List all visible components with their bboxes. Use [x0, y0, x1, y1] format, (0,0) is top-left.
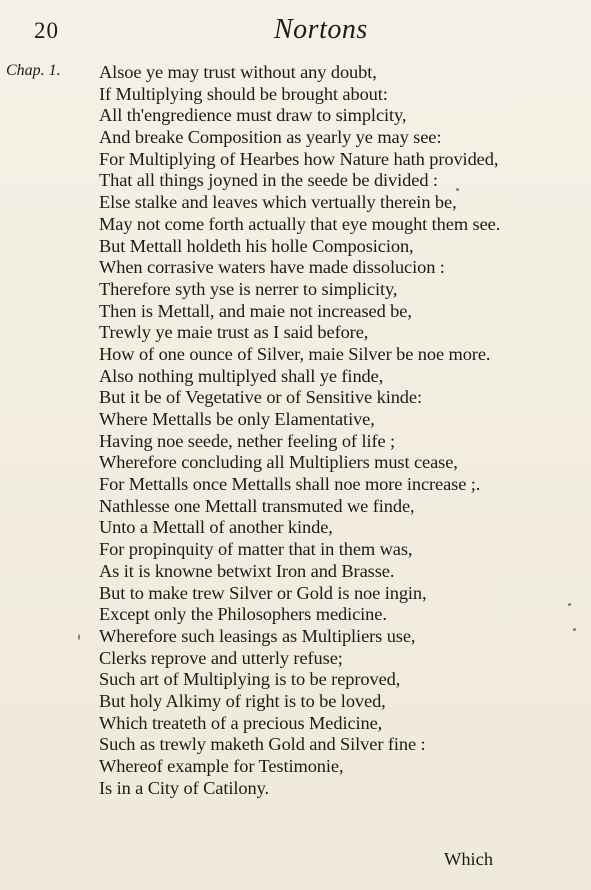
verse-line-7: Else stalke and leaves which vertually therein be, — [99, 192, 457, 213]
verse-line-11: Therefore syth yse is nerrer to simplicity, — [99, 278, 398, 299]
page-number: 20 — [34, 18, 59, 43]
verse-line-23: For propinquity of matter that in them was, — [99, 539, 413, 560]
verse-line-5: For Multiplying of Hearbes how Nature hath provided, — [99, 148, 499, 169]
verse-line-34: Is in a City of Catilony. — [99, 777, 269, 798]
ink-speck-4 — [456, 188, 459, 191]
verse-line-15: Also nothing multiplyed shall ye finde, — [99, 365, 384, 386]
verse-line-33: Whereof example for Testimonie, — [99, 756, 344, 776]
verse-line-26: Except only the Philosophers medicine. — [99, 604, 387, 625]
verse-line-9: But Mettall holdeth his holle Composicion, — [99, 235, 414, 256]
ink-speck-3 — [78, 634, 80, 640]
verse-line-31: Which treateth of a precious Medicine, — [99, 712, 383, 733]
verse-line-13: Trewly ye maie trust as I said before, — [99, 322, 369, 343]
verse-line-16: But it be of Vegetative or of Sensitive kinde: — [99, 387, 422, 408]
verse-line-25: But to make trew Silver or Gold is noe ingin, — [99, 582, 427, 603]
verse-line-6: That all things joyned in the seede be divided : — [99, 170, 438, 191]
verse-line-21: Nathlesse one Mettall transmuted we finde, — [99, 495, 415, 516]
verse-line-32: Such as trewly maketh Gold and Silver fine : — [99, 734, 426, 755]
ink-speck-2 — [573, 628, 576, 631]
verse-block — [99, 62, 579, 799]
running-head: Nortons — [274, 14, 368, 45]
verse-line-12: Then is Mettall, and maie not increased be, — [99, 300, 412, 321]
verse-line-3: All th'engredience must draw to simplcity, — [99, 105, 407, 126]
verse-line-24: As it is knowne betwixt Iron and Brasse. — [99, 560, 395, 581]
verse-line-18: Having noe seede, nether feeling of life ; — [99, 430, 396, 451]
verse-line-30: But holy Alkimy of right is to be loved, — [99, 690, 386, 711]
verse-line-8: May not come forth actually that eye mought them see. — [99, 213, 501, 234]
verse-line-20: For Mettalls once Mettalls shall noe more increase ;. — [99, 474, 481, 495]
verse-line-27: Wherefore such leasings as Multipliers use, — [99, 625, 416, 646]
verse-line-22: Unto a Mettall of another kinde, — [99, 517, 333, 538]
verse-line-4: And breake Composition as yearly ye may see: — [99, 127, 442, 148]
verse-line-10: When corrasive waters have made dissolucion : — [99, 257, 445, 278]
ink-speck-1 — [568, 603, 571, 606]
verse-line-2: If Multiplying should be brought about: — [99, 83, 388, 104]
verse-line-19: Wherefore concluding all Multipliers must cease, — [99, 452, 458, 473]
verse-line-14: How of one ounce of Silver, maie Silver be noe more. — [99, 343, 491, 364]
verse-line-17: Where Mettalls be only Elamentative, — [99, 409, 375, 429]
verse-line-29: Such art of Multiplying is to be reproved, — [99, 669, 401, 690]
verse-line-28: Clerks reprove and utterly refuse; — [99, 647, 343, 668]
verse-line-1: Alsoe ye may trust without any doubt, — [99, 62, 377, 82]
catchword: Which — [444, 849, 494, 869]
chapter-margin-note: Chap. 1. — [6, 62, 61, 79]
